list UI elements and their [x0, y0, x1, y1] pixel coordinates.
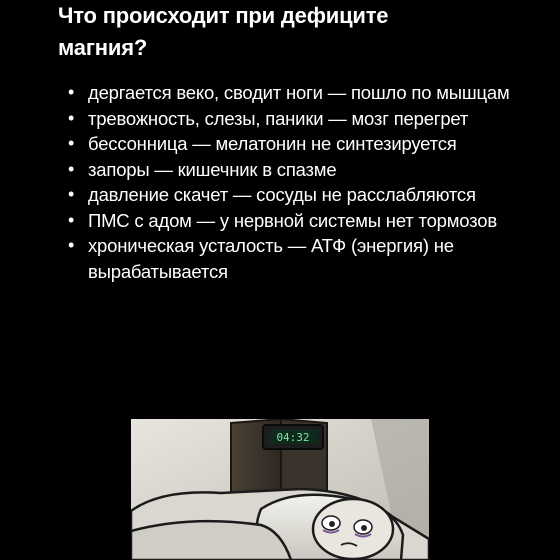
list-item-text: дергается веко, сводит ноги — пошло по мышцам	[88, 82, 510, 103]
bullet-icon: •	[68, 235, 75, 255]
bullet-icon: •	[68, 209, 75, 230]
bullet-icon: •	[68, 107, 75, 128]
page-title	[58, 0, 528, 64]
clock-time: 04:32	[276, 431, 310, 444]
bullet-icon: •	[68, 82, 75, 102]
blanket	[131, 521, 291, 560]
list-item	[64, 233, 534, 284]
title-line-1: Что происходит при дефиците	[58, 3, 389, 28]
left-pupil	[329, 521, 335, 527]
list-item-text: хроническая усталость — АТФ (энергия) не вырабатывается	[88, 235, 454, 282]
list-item-text: бессонница — мелатонин не синтезируется	[88, 133, 457, 154]
list-item-text: ПМС с адом — у нервной системы нет тормозов	[88, 209, 497, 231]
right-pupil	[361, 525, 367, 531]
list-item	[64, 131, 534, 157]
bullet-icon: •	[68, 158, 75, 179]
list-item	[64, 208, 534, 234]
insomnia-scene	[131, 419, 429, 560]
list-item	[64, 80, 534, 106]
list-item	[64, 157, 534, 183]
symptom-list	[64, 80, 534, 284]
list-item-text: тревожность, слезы, паники — мозг перегрет	[88, 107, 469, 129]
list-item-text: давление скачет — сосуды не расслабляются	[88, 184, 476, 205]
list-item-text: запоры — кишечник в спазме	[88, 158, 337, 180]
title-line-2: магния?	[58, 35, 148, 60]
insomnia-illustration	[131, 419, 429, 560]
bullet-icon: •	[68, 133, 75, 153]
list-item	[64, 182, 534, 208]
list-item	[64, 106, 534, 132]
bullet-icon: •	[68, 184, 75, 204]
